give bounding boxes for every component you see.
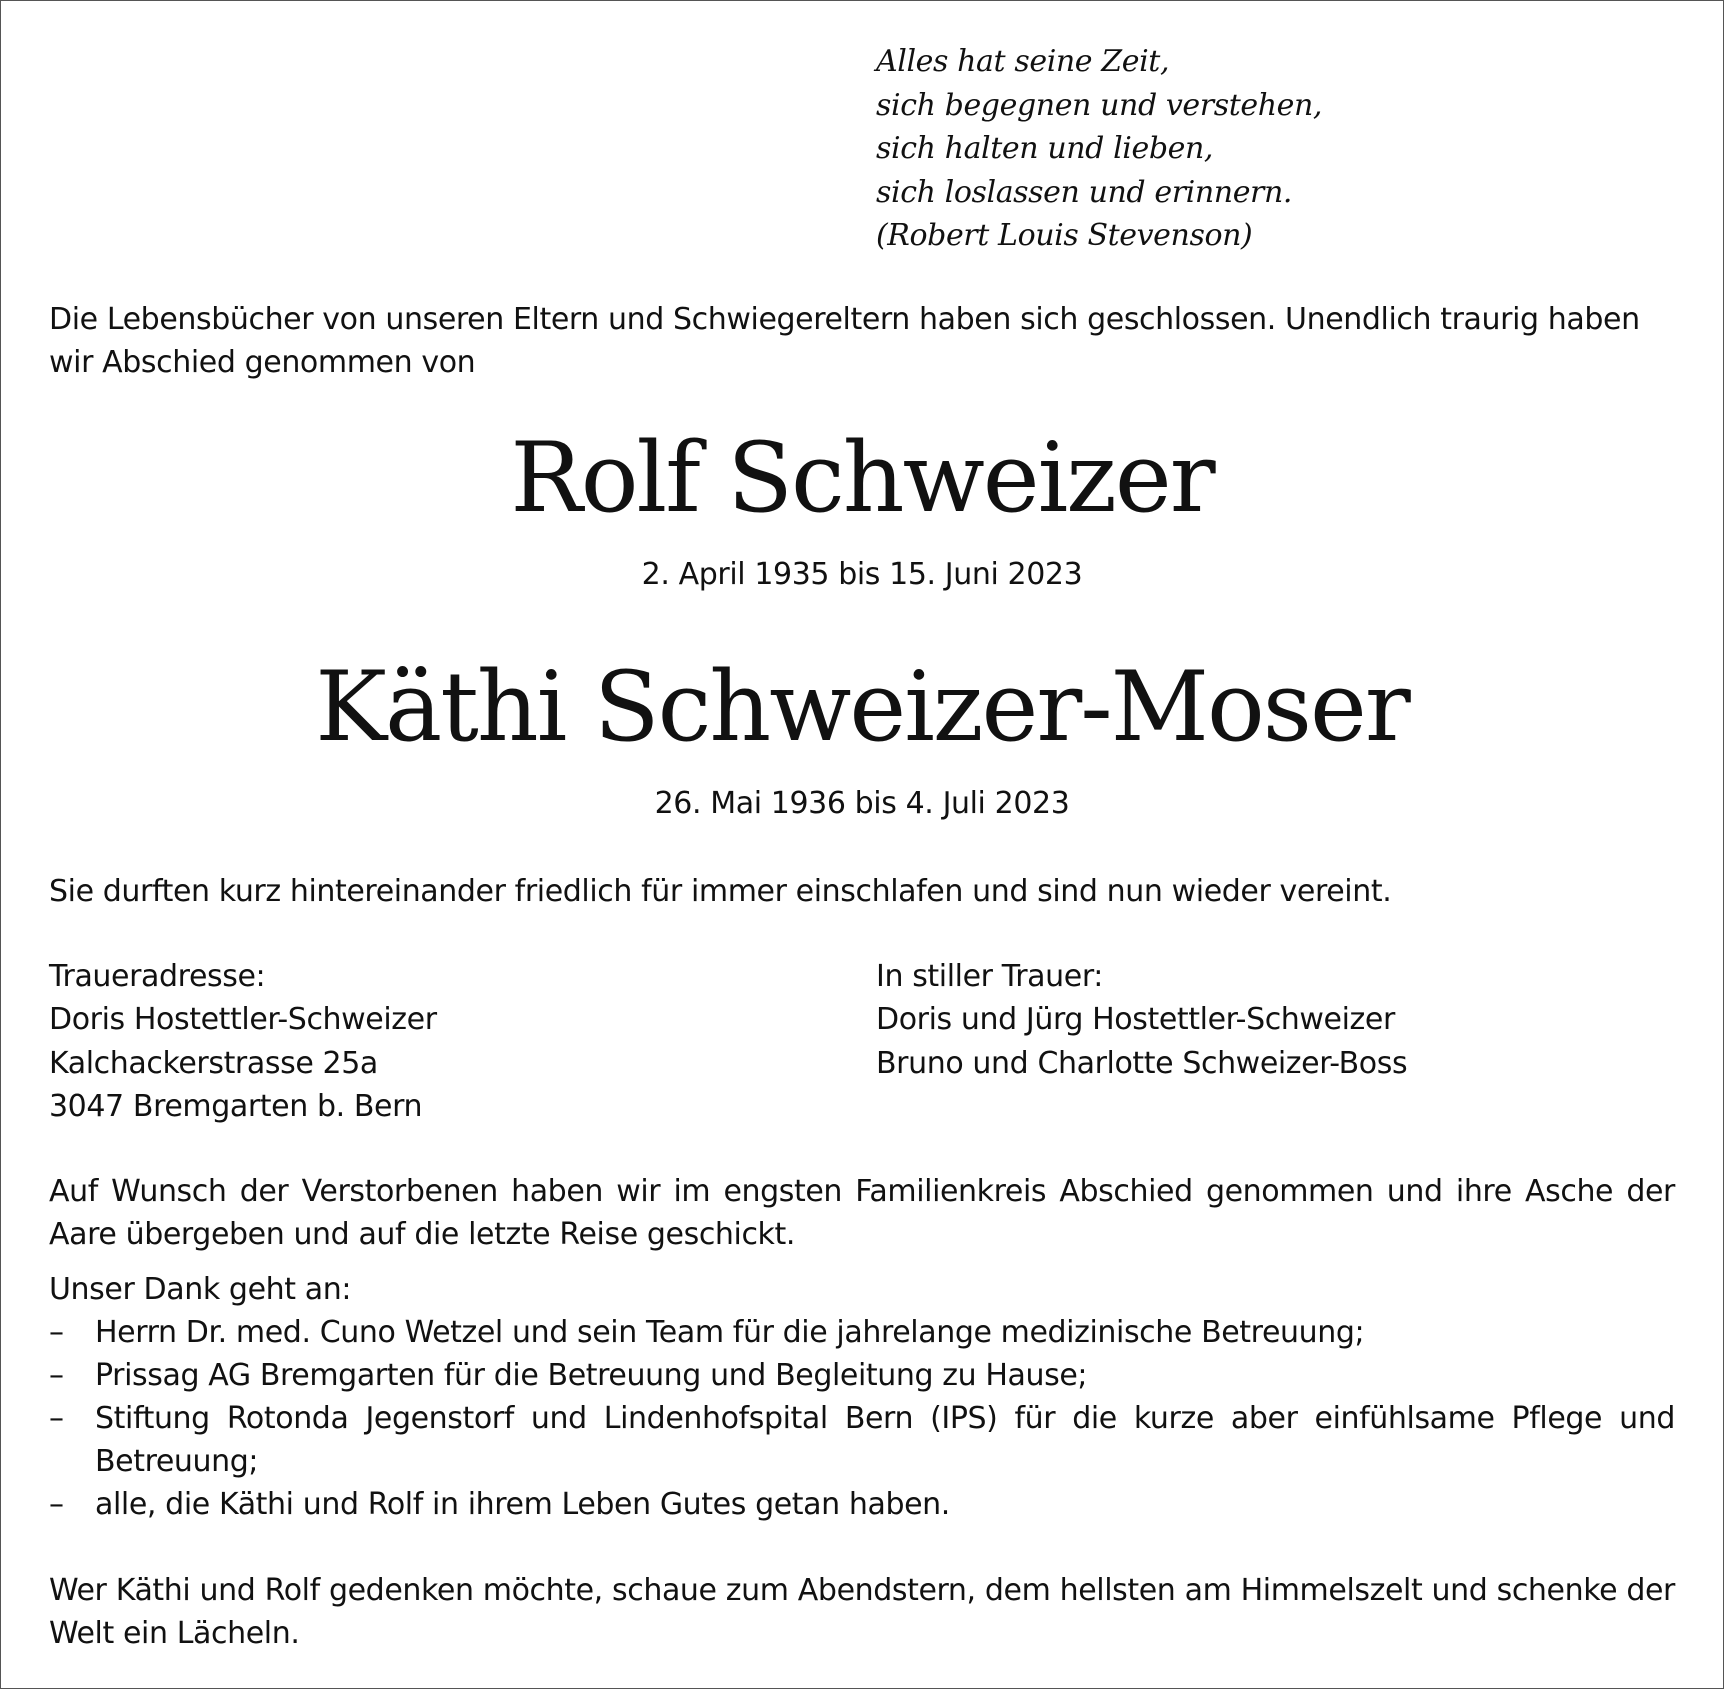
intro-text: Die Lebensbücher von unseren Eltern und Schwiegereltern haben sich geschlossen. Unendlich traurig haben wir Abschied genommen von — [49, 302, 1640, 380]
motto-line: sich begegnen und verstehen, — [876, 87, 1323, 123]
mourners-label: In stiller Trauer: — [876, 959, 1103, 994]
mourners-block — [876, 955, 1407, 1085]
dash-bullet: – — [49, 1487, 64, 1522]
dash-bullet: – — [49, 1315, 64, 1350]
thanks-label: Unser Dank geht an: — [49, 1272, 352, 1307]
mourning-address-block — [49, 955, 437, 1128]
mourning-address-city: 3047 Bremgarten b. Bern — [49, 1088, 423, 1124]
thanks-item — [49, 1311, 1675, 1354]
thanks-list — [49, 1311, 1675, 1526]
mourning-address-name: Doris Hostettler-Schweizer — [49, 1002, 437, 1038]
dash-bullet: – — [49, 1401, 64, 1436]
thanks-item — [49, 1483, 1675, 1526]
thanks-item-text: Herrn Dr. med. Cuno Wetzel und sein Team für die jahrelange medizinische Betreuung; — [95, 1315, 1365, 1350]
closing-text: Wer Käthi und Rolf gedenken möchte, schaue zum Abendstern, dem hellsten am Himmelszelt und schenke der Welt ein Lächeln. — [49, 1573, 1675, 1651]
thanks-item — [49, 1354, 1675, 1397]
thanks-item — [49, 1397, 1675, 1483]
motto-attribution: (Robert Louis Stevenson) — [876, 218, 1253, 253]
mourning-address-label: Traueradresse: — [49, 959, 266, 994]
motto-line: sich loslassen und erinnern. — [876, 174, 1293, 210]
mourners-line: Doris und Jürg Hostettler-Schweizer — [876, 1002, 1395, 1038]
deceased-name-rolf: Rolf Schweizer — [510, 422, 1214, 534]
mourners-line: Bruno und Charlotte Schweizer-Boss — [876, 1045, 1408, 1081]
farewell-text: Auf Wunsch der Verstorbenen haben wir im engsten Familienkreis Abschied genommen und ihre Asche der Aare übergeben und auf die letzte Reise geschickt. — [49, 1174, 1675, 1252]
deceased-name-kaethi: Käthi Schweizer-Moser — [315, 651, 1409, 763]
statement-text: Sie durften kurz hintereinander friedlich für immer einschlafen und sind nun wieder vereint. — [49, 874, 1392, 909]
life-dates-kaethi: 26. Mai 1936 bis 4. Juli 2023 — [654, 786, 1070, 821]
thanks-item-text: Prissag AG Bremgarten für die Betreuung und Begleitung zu Hause; — [95, 1358, 1088, 1393]
motto-quote — [876, 40, 1322, 258]
motto-line: Alles hat seine Zeit, — [876, 44, 1170, 79]
motto-line: sich halten und lieben, — [876, 131, 1214, 166]
thanks-item-text: Stiftung Rotonda Jegenstorf und Lindenhofspital Bern (IPS) für die kurze aber einfühlsame Pflege und Betreuung; — [95, 1401, 1675, 1479]
dash-bullet: – — [49, 1358, 64, 1393]
mourning-address-street: Kalchackerstrasse 25a — [49, 1045, 378, 1081]
life-dates-rolf: 2. April 1935 bis 15. Juni 2023 — [641, 557, 1083, 592]
thanks-item-text: alle, die Käthi und Rolf in ihrem Leben Gutes getan haben. — [95, 1487, 950, 1522]
